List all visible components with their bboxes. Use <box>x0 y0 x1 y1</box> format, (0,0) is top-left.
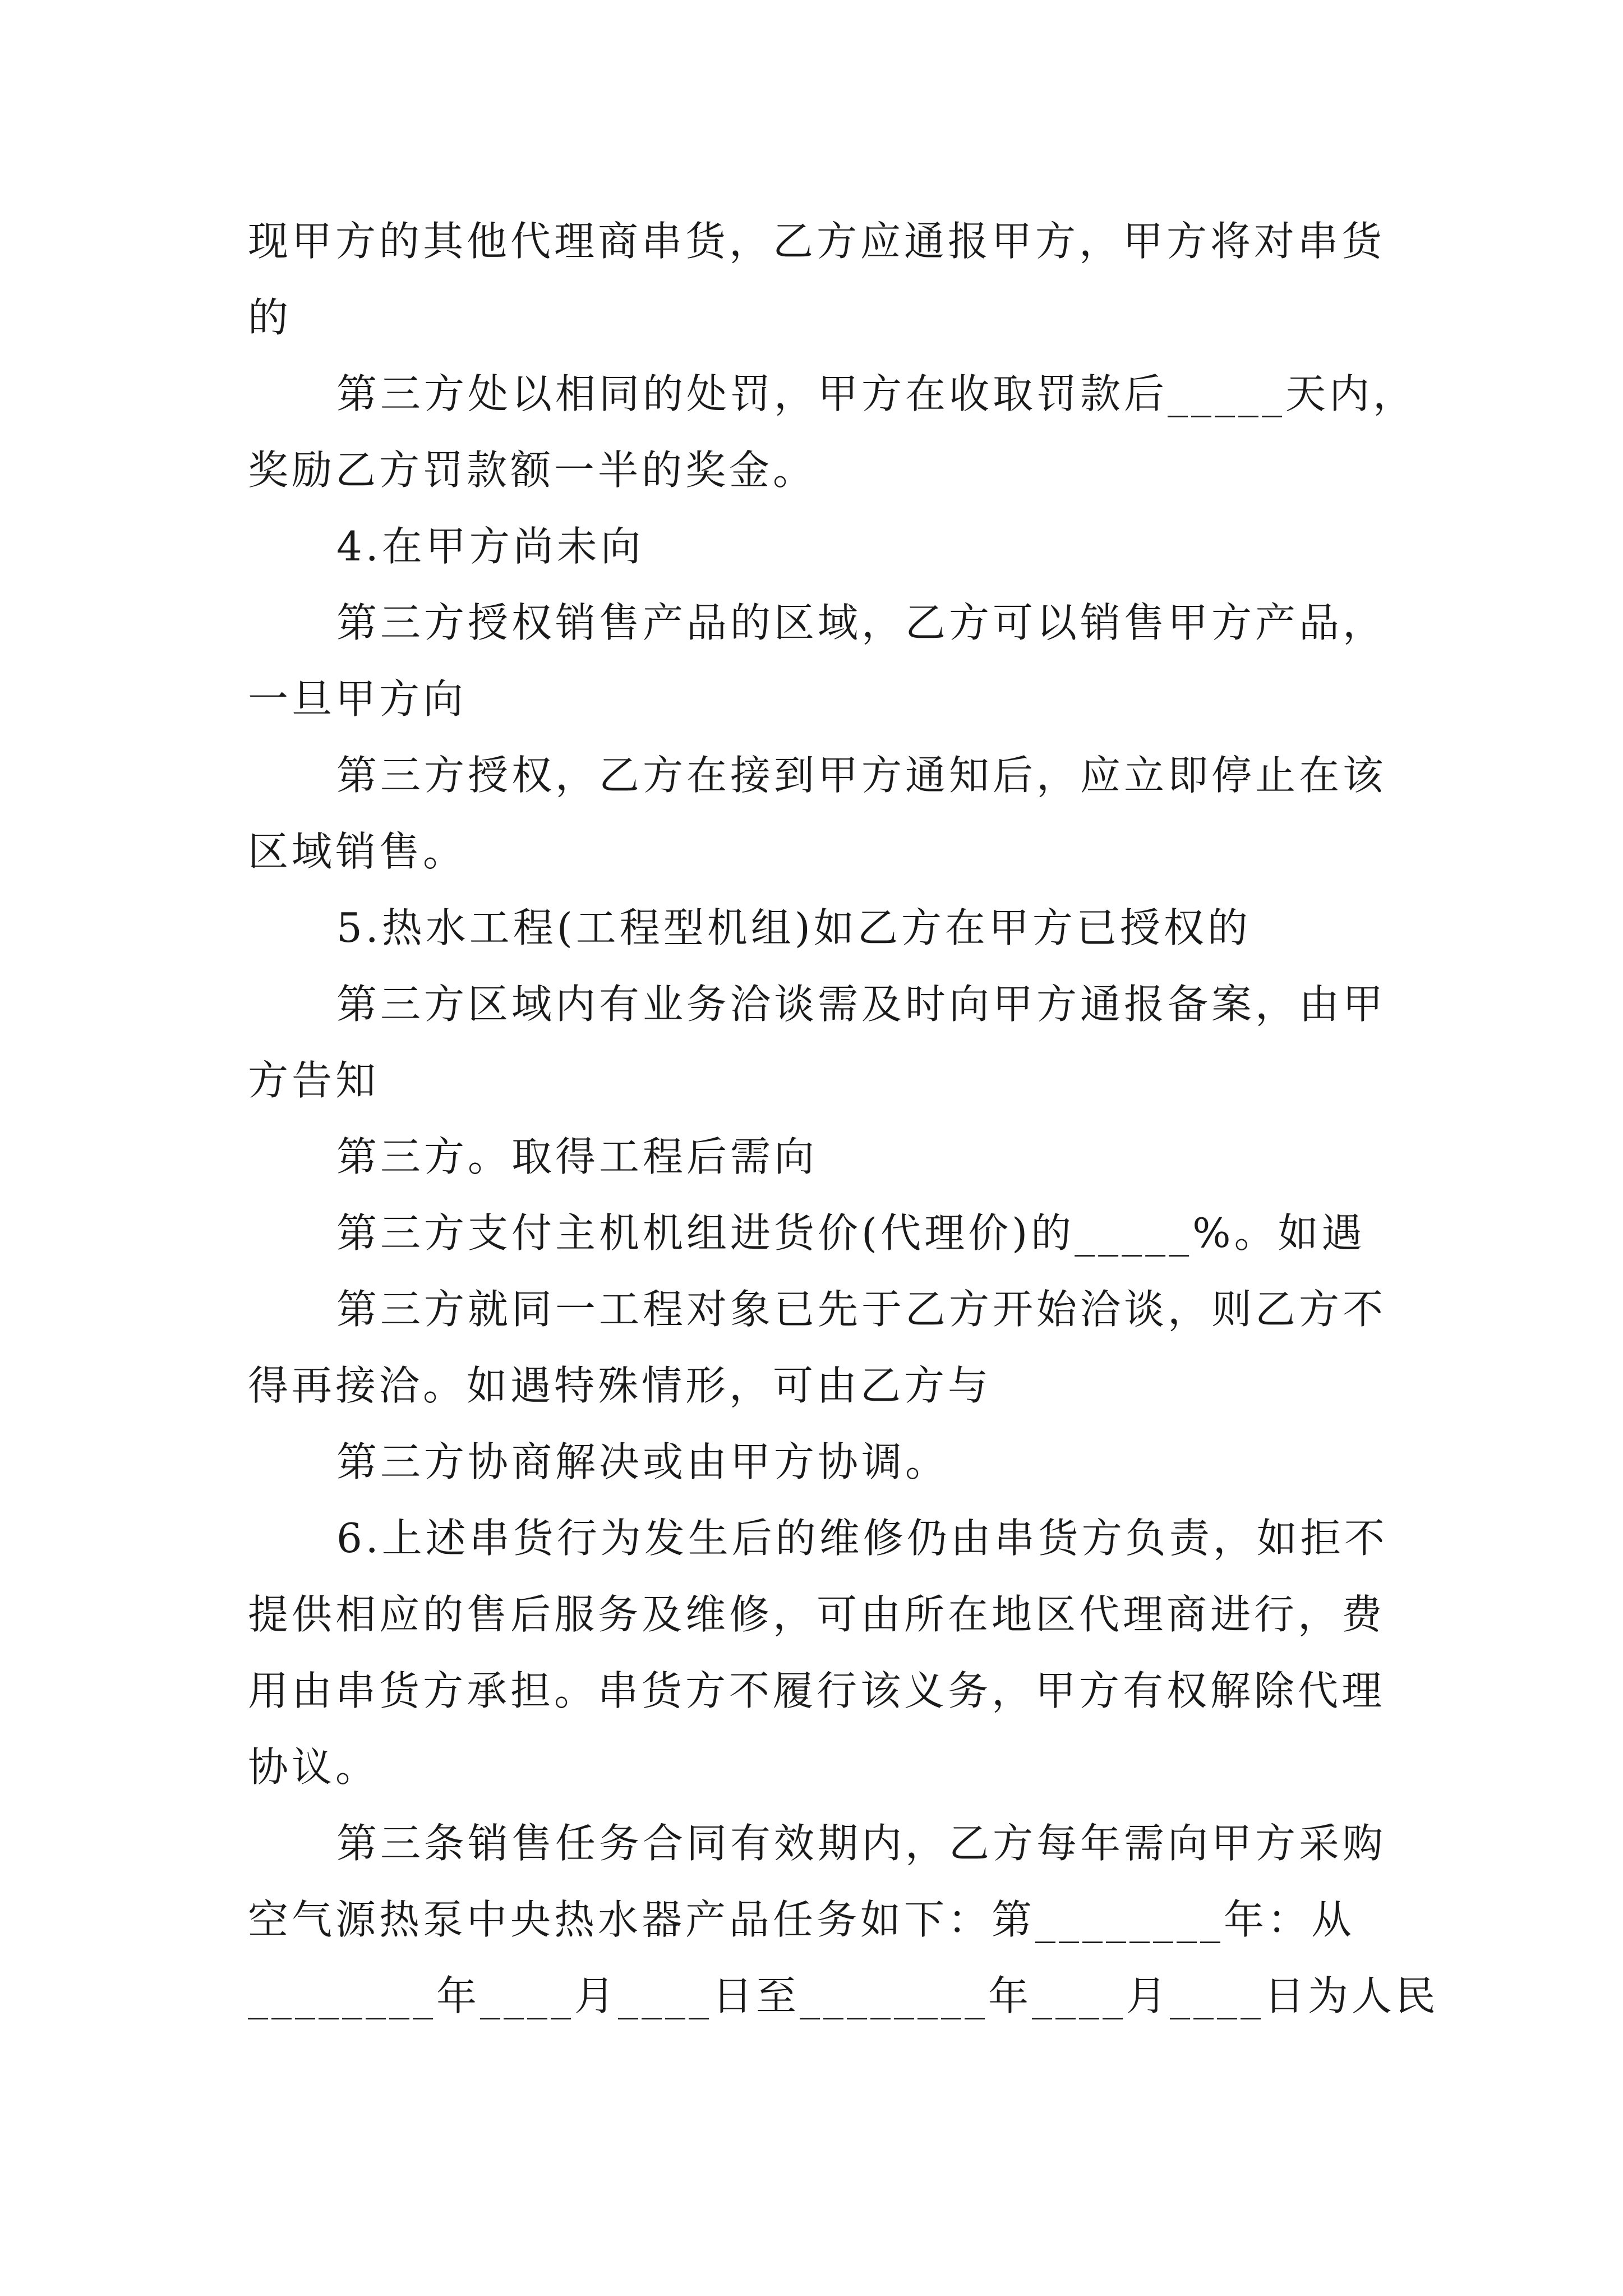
text-line-13: 第三方。取得工程后需向 <box>336 1133 818 1180</box>
text-line-8: 第三方授权，乙方在接到甲方通知后，应立即停止在该 <box>336 752 1387 799</box>
text-line-6: 第三方授权销售产品的区域，乙方可以销售甲方产品， <box>336 599 1387 646</box>
text-line-24: ________年____月____日至________年____月____日为人民 <box>248 1972 1439 2019</box>
text-line-21: 协议。 <box>248 1743 380 1791</box>
text-line-20: 用由串货方承担。串货方不履行该义务，甲方有权解除代理 <box>248 1667 1386 1714</box>
text-line-15: 第三方就同一工程对象已先于乙方开始洽谈，则乙方不 <box>336 1286 1387 1333</box>
text-line-17: 第三方协商解决或由甲方协调。 <box>336 1438 949 1485</box>
text-line-14: 第三方支付主机机组进货价(代理价)的_____%。如遇 <box>336 1209 1366 1257</box>
text-line-16: 得再接洽。如遇特殊情形，可由乙方与 <box>248 1362 992 1409</box>
text-line-5: 4.在甲方尚未向 <box>336 523 644 570</box>
text-line-18: 6.上述串货行为发生后的维修仍由串货方负责，如拒不 <box>336 1515 1388 1562</box>
text-line-19: 提供相应的售后服务及维修，可由所在地区代理商进行，费 <box>248 1591 1386 1638</box>
text-line-10: 5.热水工程(工程型机组)如乙方在甲方已授权的 <box>336 904 1251 951</box>
text-line-7: 一旦甲方向 <box>248 675 467 723</box>
text-line-4: 奖励乙方罚款额一半的奖金。 <box>248 447 817 494</box>
text-line-22: 第三条销售任务合同有效期内，乙方每年需向甲方采购 <box>336 1820 1387 1867</box>
text-line-11: 第三方区域内有业务洽谈需及时向甲方通报备案，由甲 <box>336 981 1387 1028</box>
text-line-2: 的 <box>248 294 292 341</box>
text-line-23: 空气源热泵中央热水器产品任务如下：第________年：从 <box>248 1896 1355 1943</box>
text-line-3: 第三方处以相同的处罚，甲方在收取罚款后_____天内， <box>336 370 1417 417</box>
text-line-1: 现甲方的其他代理商串货，乙方应通报甲方，甲方将对串货 <box>248 218 1386 265</box>
text-line-9: 区域销售。 <box>248 828 467 875</box>
text-line-12: 方告知 <box>248 1057 380 1104</box>
